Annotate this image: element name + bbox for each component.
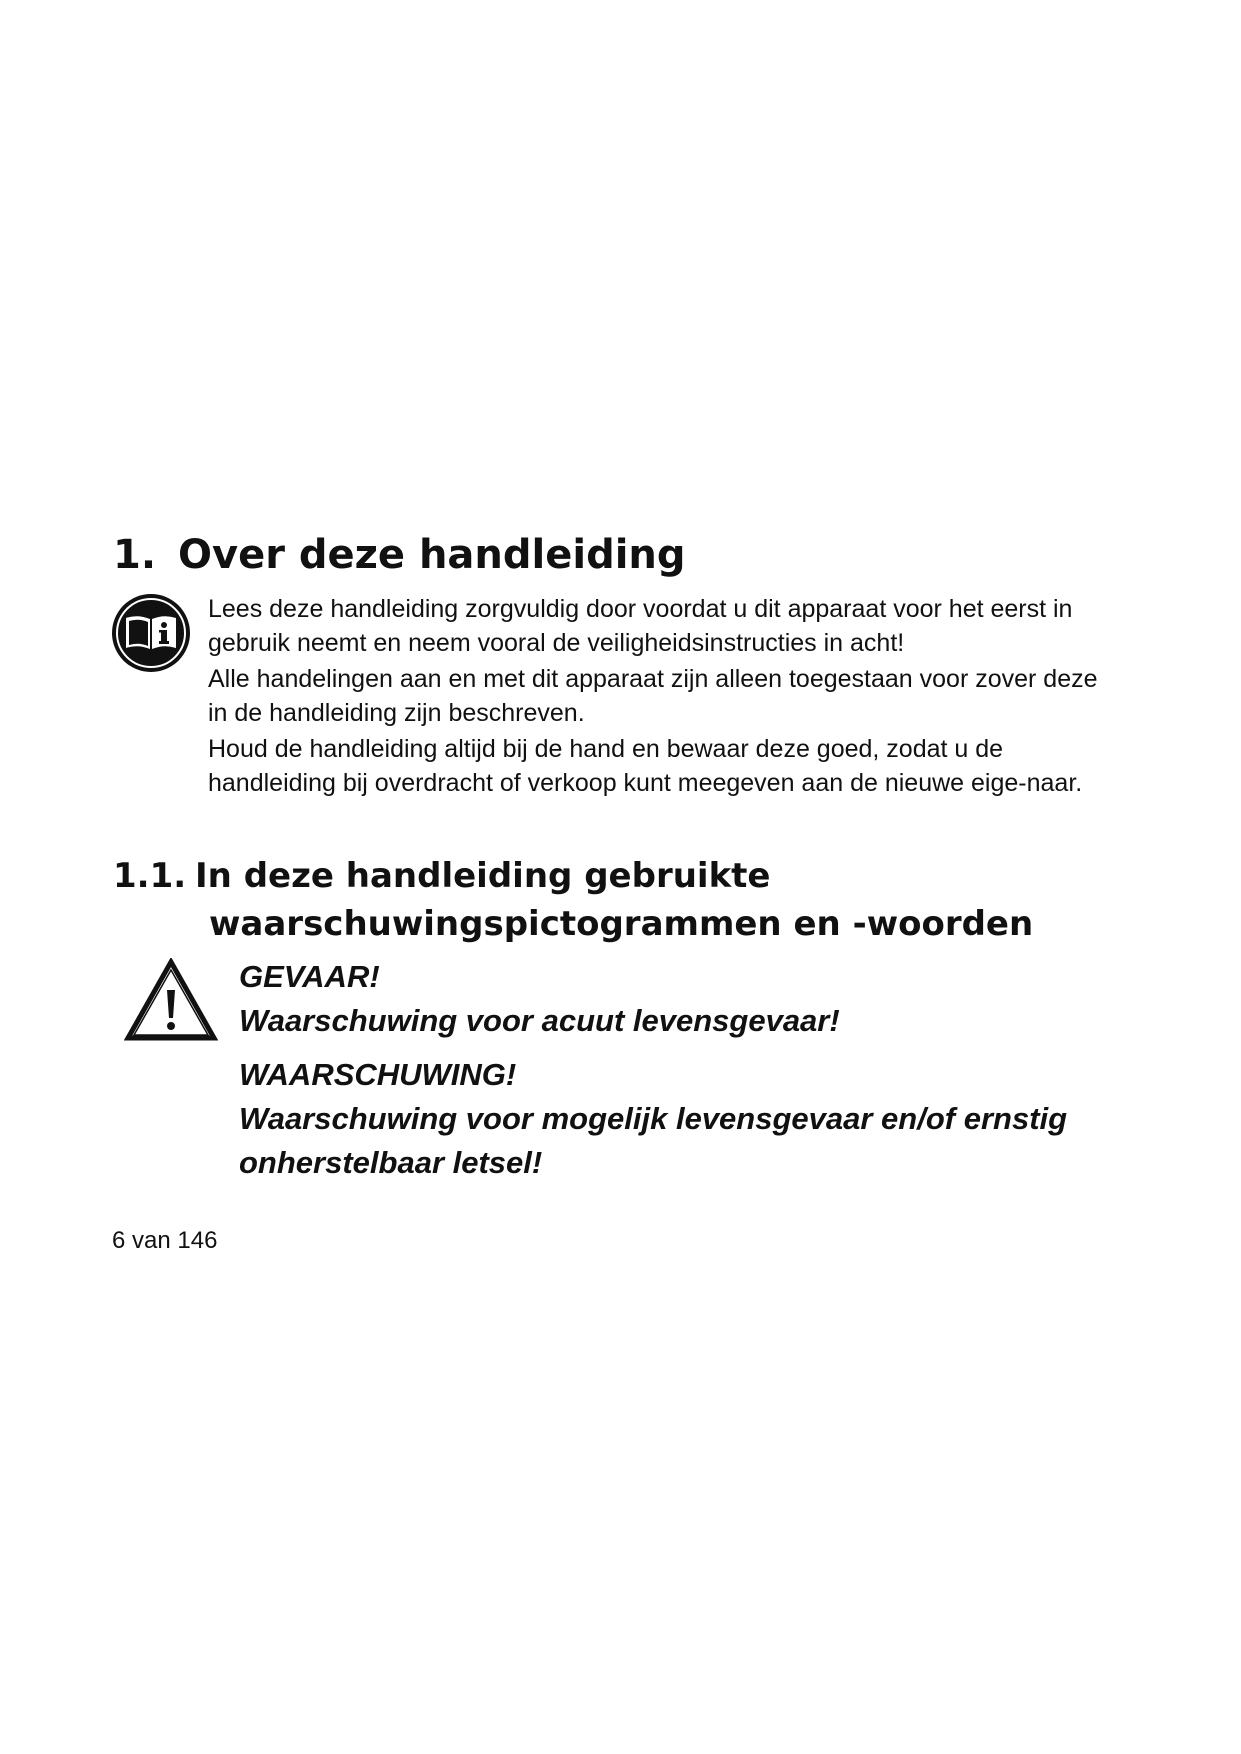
warning-item-warning [239,1053,1119,1185]
page-number: 6 van 146 [112,1227,218,1254]
warning-list [239,955,1119,1195]
warning-triangle-icon [124,958,218,1042]
section-number: 1. [113,532,157,578]
warning-text: Waarschuwing voor acuut levensgevaar! [239,1003,840,1038]
intro-paragraph: Lees deze handleiding zorgvuldig door voordat u dit apparaat voor het eerst in gebruik neemt en neem vooral de veiligheidsinstructies in acht! [208,595,1073,657]
subsection-heading [113,852,1033,948]
warning-item-danger [239,955,1119,1043]
subsection-title-line1: In deze handleiding gebruikte [195,856,771,896]
intro-paragraph: Alle handelingen aan en met dit apparaat zijn alleen toegestaan voor zover deze in de handleiding zijn beschreven. [208,665,1098,727]
warning-text: Waarschuwing voor mogelijk levensgevaar en/of ernstig onherstelbaar letsel! [239,1101,1068,1180]
warning-label: GEVAAR! [239,959,380,994]
section-title: Over deze handleiding [178,532,686,578]
book-info-icon [110,592,192,674]
section-heading [113,528,686,582]
intro-text [208,592,1108,802]
warning-label: WAARSCHUWING! [239,1057,517,1092]
subsection-title-line2: waarschuwingspictogrammen en -woorden [209,904,1034,944]
intro-paragraph: Houd de handleiding altijd bij de hand en bewaar deze goed, zodat u de handleiding bij overdracht of verkoop kunt meegeven aan de nieuwe eige-naar. [208,735,1083,797]
subsection-number: 1.1. [113,856,187,896]
